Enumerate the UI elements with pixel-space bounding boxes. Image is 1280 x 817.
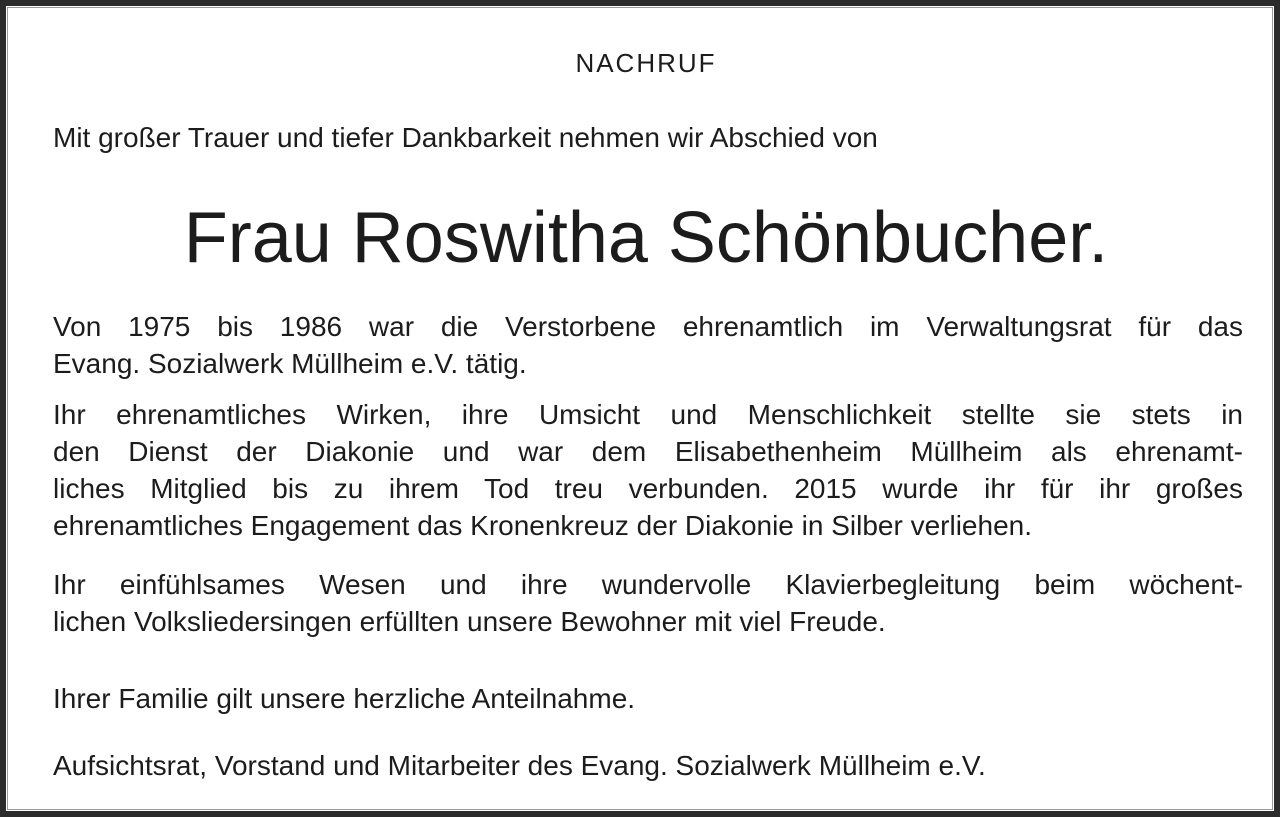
text-line: Von 1975 bis 1986 war die Verstorbene ehrenamtlich im Verwaltungsrat für das [53, 311, 1243, 342]
text-line: Evang. Sozialwerk Müllheim e.V. tätig. [53, 348, 527, 379]
text-line: den Dienst der Diakonie und war dem Elisabethenheim Müllheim als ehrenamt- [53, 436, 1243, 467]
paragraph-volunteer-work [53, 396, 1243, 544]
text-line: lichen Volksliedersingen erfüllten unsere Bewohner mit viel Freude. [53, 606, 886, 637]
text-line: ehrenamtliches Engagement das Kronenkreuz der Diakonie in Silber verliehen. [53, 510, 1033, 541]
text-line: liches Mitglied bis zu ihrem Tod treu verbunden. 2015 wurde ihr für ihr großes [53, 473, 1243, 504]
paragraph-service-period [53, 308, 1243, 382]
notice-heading: NACHRUF [575, 48, 717, 78]
signature-line [53, 747, 1243, 784]
text-line: Ihr ehrenamtliches Wirken, ihre Umsicht und Menschlichkeit stellte sie stets in [53, 399, 1243, 430]
paragraph-condolence [53, 680, 1243, 717]
intro-line: Mit großer Trauer und tiefer Dankbarkeit nehmen wir Abschied von [53, 122, 878, 153]
text-line: Ihrer Familie gilt unsere herzliche Anteilnahme. [53, 683, 636, 714]
text-line: Ihr einfühlsames Wesen und ihre wundervolle Klavierbegleitung beim wöchent- [53, 569, 1243, 600]
text-line: Aufsichtsrat, Vorstand und Mitarbeiter des Evang. Sozialwerk Müllheim e.V. [53, 750, 986, 781]
deceased-name: Frau Roswitha Schönbucher. [183, 198, 1109, 278]
paragraph-music [53, 566, 1243, 640]
